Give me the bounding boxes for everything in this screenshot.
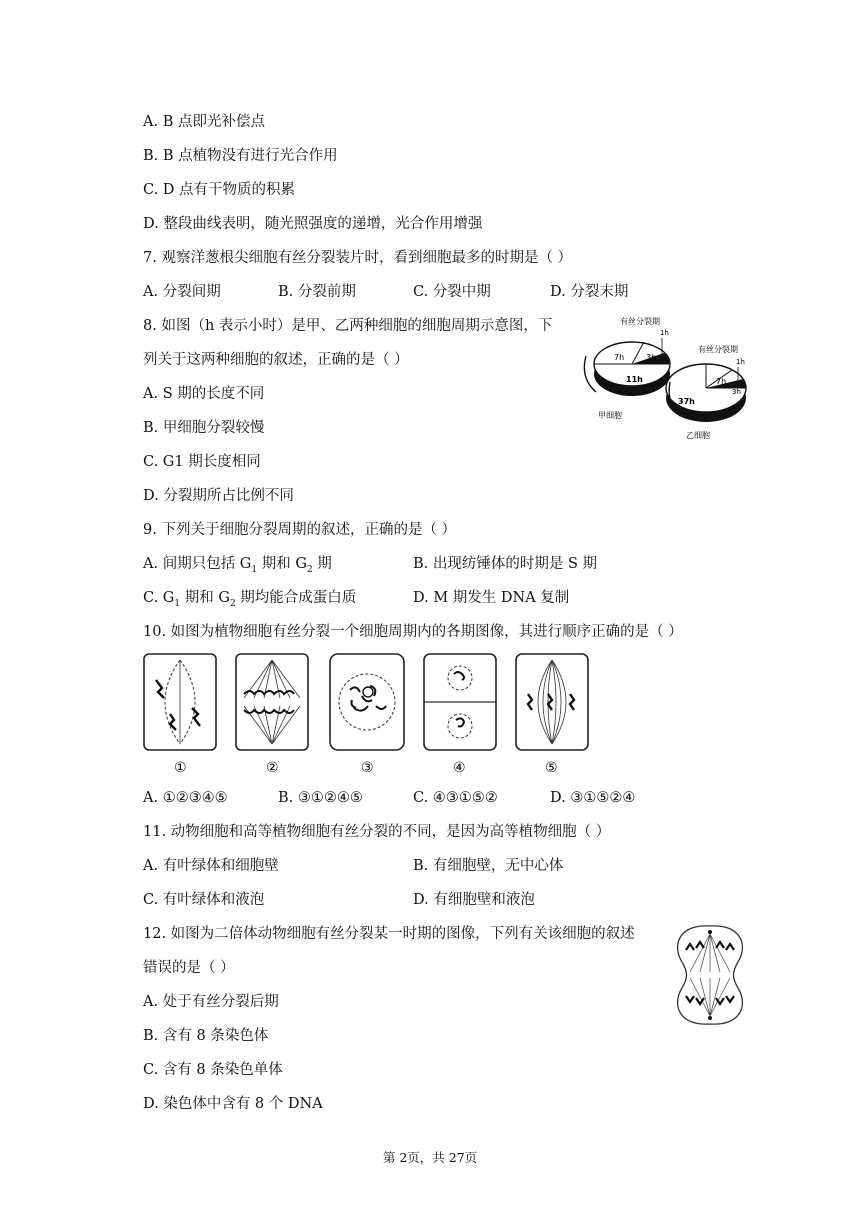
jia-cell-pie — [584, 342, 670, 396]
q10-option-a: A. ①②③④⑤ — [143, 790, 228, 806]
cell-1 — [144, 654, 216, 750]
q12-option-d: D. 染色体中含有 8 个 DNA — [143, 1096, 323, 1112]
cell-3-label: ③ — [361, 760, 374, 776]
q7-option-a: A. 分裂间期 — [143, 284, 221, 300]
q9-option-a: A. 间期只包括 $G_1$ 期和 $G_2$ 期 — [143, 556, 332, 575]
q12-stem-line2: 错误的是（ ） — [143, 960, 235, 976]
q8-option-d: D. 分裂期所占比例不同 — [143, 488, 294, 504]
yi-value-3h: 3h — [732, 388, 741, 396]
q8-stem-line2: 列关于这两种细胞的叙述，正确的是（ ） — [143, 352, 409, 368]
q6-option-b: B. B 点植物没有进行光合作用 — [143, 148, 338, 164]
jia-value-1h: 1h — [660, 329, 669, 337]
q6-option-c: C. D 点有干物质的积累 — [143, 182, 296, 198]
q10-stem: 10. 如图为植物细胞有丝分裂一个细胞周期内的各期图像，其进行顺序正确的是（ ） — [143, 624, 683, 640]
q11-option-c: C. 有叶绿体和液泡 — [143, 892, 265, 908]
q9-option-c: C. $G_1$ 期和 $G_2$ 期均能合成蛋白质 — [143, 590, 357, 609]
q8-stem-line1: 8. 如图（h 表示小时）是甲、乙两种细胞的细胞周期示意图，下 — [143, 318, 553, 334]
q10-option-b: B. ③①②④⑤ — [278, 790, 363, 806]
page-footer: 第 2页，共 27页 — [382, 1150, 478, 1165]
q6-option-d: D. 整段曲线表明，随光照强度的递增，光合作用增强 — [143, 216, 483, 232]
cell-3 — [330, 654, 404, 750]
q12-option-c: C. 含有 8 条染色单体 — [143, 1062, 283, 1078]
cell-cycle-figure — [582, 312, 754, 442]
q9-option-d: D. M 期发生 DNA 复制 — [413, 590, 570, 606]
yi-cell-pie — [666, 364, 746, 422]
cell-5 — [516, 654, 588, 750]
yi-value-7h: 7h — [716, 377, 727, 386]
q7-stem: 7. 观察洋葱根尖细胞有丝分裂装片时，看到细胞最多的时期是（ ） — [143, 250, 573, 266]
cell-2-label: ② — [266, 760, 279, 776]
q6-option-a: A. B 点即光补偿点 — [143, 114, 265, 130]
q9-stem: 9. 下列关于细胞分裂周期的叙述，正确的是（ ） — [143, 522, 457, 538]
q8-option-b: B. 甲细胞分裂较慢 — [143, 420, 265, 436]
q11-option-b: B. 有细胞壁，无中心体 — [413, 858, 564, 874]
q10-option-c: C. ④③①⑤② — [413, 790, 498, 806]
jia-cell-label: 甲细胞 — [598, 411, 622, 420]
jia-mitosis-label: 有丝分裂期 — [620, 317, 660, 326]
q7-option-c: C. 分裂中期 — [413, 284, 491, 300]
cell-1-label: ① — [174, 760, 187, 776]
animal-cell-anaphase-figure — [668, 920, 752, 1030]
q8-option-a: A. S 期的长度不同 — [143, 386, 265, 402]
q12-stem-line1: 12. 如图为二倍体动物细胞有丝分裂某一时期的图像，下列有关该细胞的叙述 — [143, 926, 635, 942]
jia-value-11h: 11h — [626, 375, 643, 384]
q9-option-b: B. 出现纺锤体的时期是 S 期 — [413, 556, 598, 572]
yi-cell-label: 乙细胞 — [686, 431, 710, 440]
q12-option-b: B. 含有 8 条染色体 — [143, 1028, 269, 1044]
cell-2 — [236, 654, 308, 750]
q11-option-d: D. 有细胞壁和液泡 — [413, 892, 535, 908]
q7-option-b: B. 分裂前期 — [278, 284, 356, 300]
q10-option-d: D. ③①⑤②④ — [550, 790, 636, 806]
yi-mitosis-label: 有丝分裂期 — [698, 345, 738, 354]
yi-value-37h: 37h — [678, 397, 695, 406]
cell-4-label: ④ — [453, 760, 466, 776]
q8-option-c: C. G1 期长度相同 — [143, 454, 261, 470]
jia-value-7h: 7h — [614, 353, 625, 362]
yi-value-1h: 1h — [736, 358, 745, 366]
q11-stem: 11. 动物细胞和高等植物细胞有丝分裂的不同，是因为高等植物细胞（ ） — [143, 824, 611, 840]
q11-option-a: A. 有叶绿体和细胞壁 — [143, 858, 279, 874]
cell-4 — [424, 654, 496, 750]
q7-option-d: D. 分裂末期 — [550, 284, 629, 300]
q12-option-a: A. 处于有丝分裂后期 — [143, 994, 279, 1010]
mitosis-stages-figure — [140, 650, 600, 778]
cell-5-label: ⑤ — [545, 760, 558, 776]
jia-value-3h: 3h — [646, 353, 657, 362]
